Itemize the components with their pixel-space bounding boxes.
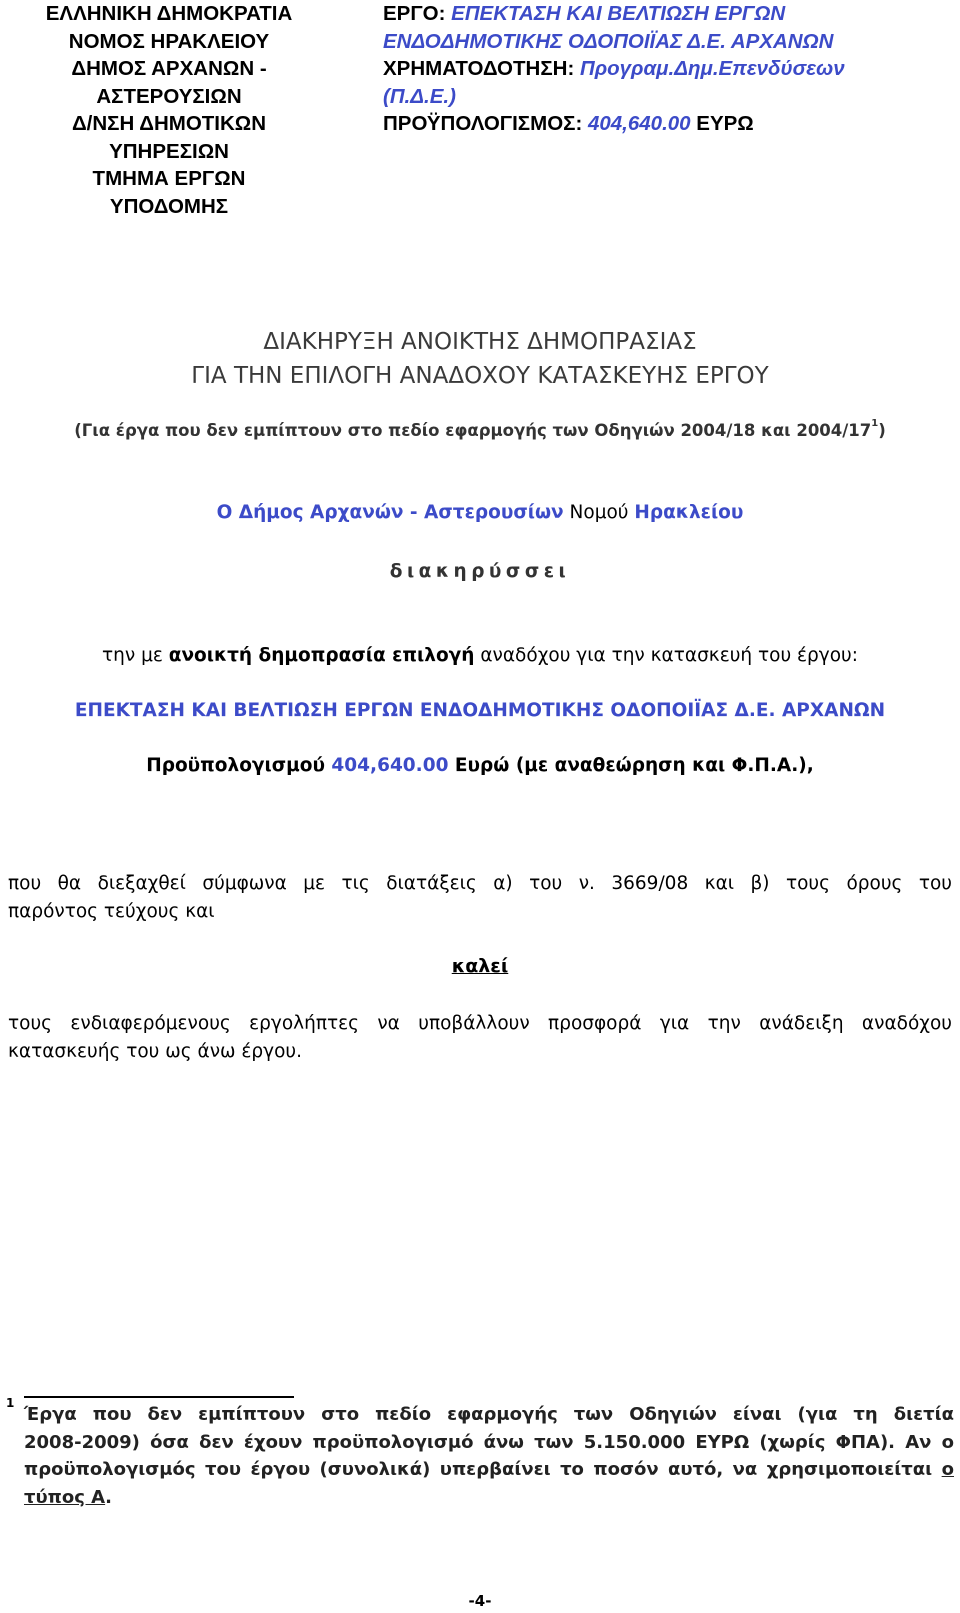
- authority-header: [10, 0, 328, 220]
- title-line-1: ΔΙΑΚΗΡΥΞΗ ΑΝΟΙΚΤΗΣ ΔΗΜΟΠΡΑΣΙΑΣ: [263, 329, 697, 355]
- calls-word: καλεί: [451, 955, 509, 977]
- municipality-line: [0, 502, 960, 523]
- authority-line: ΥΠΟΔΟΜΗΣ: [109, 194, 229, 218]
- project-title: ΕΠΕΚΤΑΣΗ ΚΑΙ ΒΕΛΤΙΩΣΗ ΕΡΓΩΝ ΕΝΔΟΔΗΜΟΤΙΚΗΣ ΟΔΟΠΟΙΪΑΣ Δ.Ε. ΑΡΧΑΝΩΝ: [74, 700, 886, 721]
- authority-line: ΤΜΗΜΑ ΕΡΓΩΝ: [92, 167, 246, 190]
- budget-value: 404,640.00: [587, 112, 691, 135]
- tender-pre: την με: [102, 645, 163, 666]
- funding-label: ΧΡΗΜΑΤΟΔΟΤΗΣΗ:: [383, 57, 575, 80]
- funding-value: Πρoγραμ.Δημ.Επενδύσεων: [579, 57, 845, 80]
- footnote-line: [24, 1487, 112, 1508]
- authority-line: ΥΠΗΡΕΣΙΩΝ: [109, 139, 229, 163]
- footnote-line: Έργα που δεν εμπίπτουν στο πεδίο εφαρμογής των Οδηγιών είναι (για τη διετία: [24, 1404, 954, 1425]
- tender-type: ανοικτή δημοπρασία επιλογή: [168, 645, 475, 666]
- budget-label: ΠΡΟΫΠΟΛΟΓΙΣΜΟΣ:: [383, 112, 583, 135]
- budget-amount: 404,640.00: [331, 755, 449, 776]
- page-number: -4-: [468, 1592, 492, 1610]
- para-line: τους ενδιαφερόμενους εργολήπτες να υποβάλλουν προσφορά για την ανάδειξη αναδόχου: [8, 1013, 952, 1034]
- budget-currency: ΕΥΡΩ: [696, 112, 754, 135]
- project-name: ΕΠΕΚΤΑΣΗ ΚΑΙ ΒΕΛΤΙΩΣΗ ΕΡΓΩΝ: [451, 2, 786, 25]
- footnote-line: [24, 1456, 954, 1484]
- footnote-ref[interactable]: 1: [871, 418, 879, 429]
- authority-line: Δ/ΝΣΗ ΔΗΜΟΤΙΚΩΝ: [71, 112, 267, 135]
- budget-line: [383, 110, 943, 138]
- title-line-2: ΓΙΑ ΤΗΝ ΕΠΙΛΟΓΗ ΑΝΑΔΟΧΟΥ ΚΑΤΑΣΚΕΥΗΣ ΕΡΓΟΥ: [191, 363, 769, 389]
- footnote: [24, 1401, 954, 1511]
- prefecture-word: Νομού: [569, 502, 629, 523]
- subtitle-text: (Για έργα που δεν εμπίπτουν στο πεδίο εφαρμογής των Οδηγιών 2004/18 και 2004/17: [74, 421, 872, 440]
- prefecture-name: Ηρακλείου: [634, 502, 744, 523]
- project-label: ΕΡΓΟ:: [383, 2, 446, 25]
- para-line: παρόντος τεύχους και: [8, 900, 215, 922]
- footnote-underlined: ο: [941, 1459, 954, 1480]
- tender-line: [0, 645, 960, 666]
- funding-value-cont: (Π.Δ.Ε.): [383, 84, 456, 108]
- terms-paragraph: [8, 870, 952, 925]
- authority-line: ΑΣΤΕΡΟΥΣΙΩΝ: [96, 84, 242, 108]
- document-title: [0, 325, 960, 393]
- project-line-2: [383, 28, 943, 56]
- declares-word: διακηρύσσει: [389, 561, 571, 582]
- subtitle-close: ): [878, 421, 886, 440]
- authority-line: ΕΛΛΗΝΙΚΗ ΔΗΜΟΚΡΑΤΙΑ: [45, 2, 293, 25]
- footnote-text: .: [105, 1486, 112, 1508]
- budget-post: Ευρώ (με αναθεώρηση και Φ.Π.Α.),: [454, 755, 814, 776]
- footnote-text: προϋπολογισμός του έργου (συνολικά) υπερβαίνει το ποσόν αυτό, να χρησιμοποιείται: [24, 1459, 933, 1480]
- funding-line: [383, 55, 943, 83]
- municipality-name: Ο Δήμος Αρχανών - Αστερουσίων: [216, 502, 564, 523]
- subtitle: [0, 418, 960, 440]
- footnote-underlined: τύπος Α: [24, 1486, 106, 1508]
- footnote-separator: [24, 1396, 294, 1398]
- project-line: [383, 0, 943, 28]
- budget-pre: Προϋπολογισμού: [146, 755, 325, 776]
- para-line: κατασκευής του ως άνω έργου.: [8, 1040, 302, 1062]
- footnote-mark: 1: [6, 1396, 15, 1410]
- para-line: που θα διεξαχθεί σύμφωνα με τις διατάξεις α) του ν. 3669/08 και β) τους όρους του: [8, 873, 952, 894]
- funding-line-2: [383, 83, 943, 111]
- authority-line: ΔΗΜΟΣ ΑΡΧΑΝΩΝ -: [71, 57, 267, 80]
- authority-line: ΝΟΜΟΣ ΗΡΑΚΛΕΙΟΥ: [68, 29, 270, 53]
- budget-statement: [0, 755, 960, 776]
- project-name-cont: ΕΝΔΟΔΗΜΟΤΙΚΗΣ ΟΔΟΠΟΙΪΑΣ Δ.Ε. ΑΡΧΑΝΩΝ: [383, 29, 834, 53]
- tender-post: αναδόχου για την κατασκευή του έργου:: [480, 645, 858, 666]
- invitation-paragraph: [8, 1010, 952, 1065]
- project-info-header: [383, 0, 943, 138]
- footnote-line: 2008-2009) όσα δεν έχουν προϋπολογισμό άνω των 5.150.000 ΕΥΡΩ (χωρίς ΦΠΑ). Αν ο: [24, 1431, 954, 1453]
